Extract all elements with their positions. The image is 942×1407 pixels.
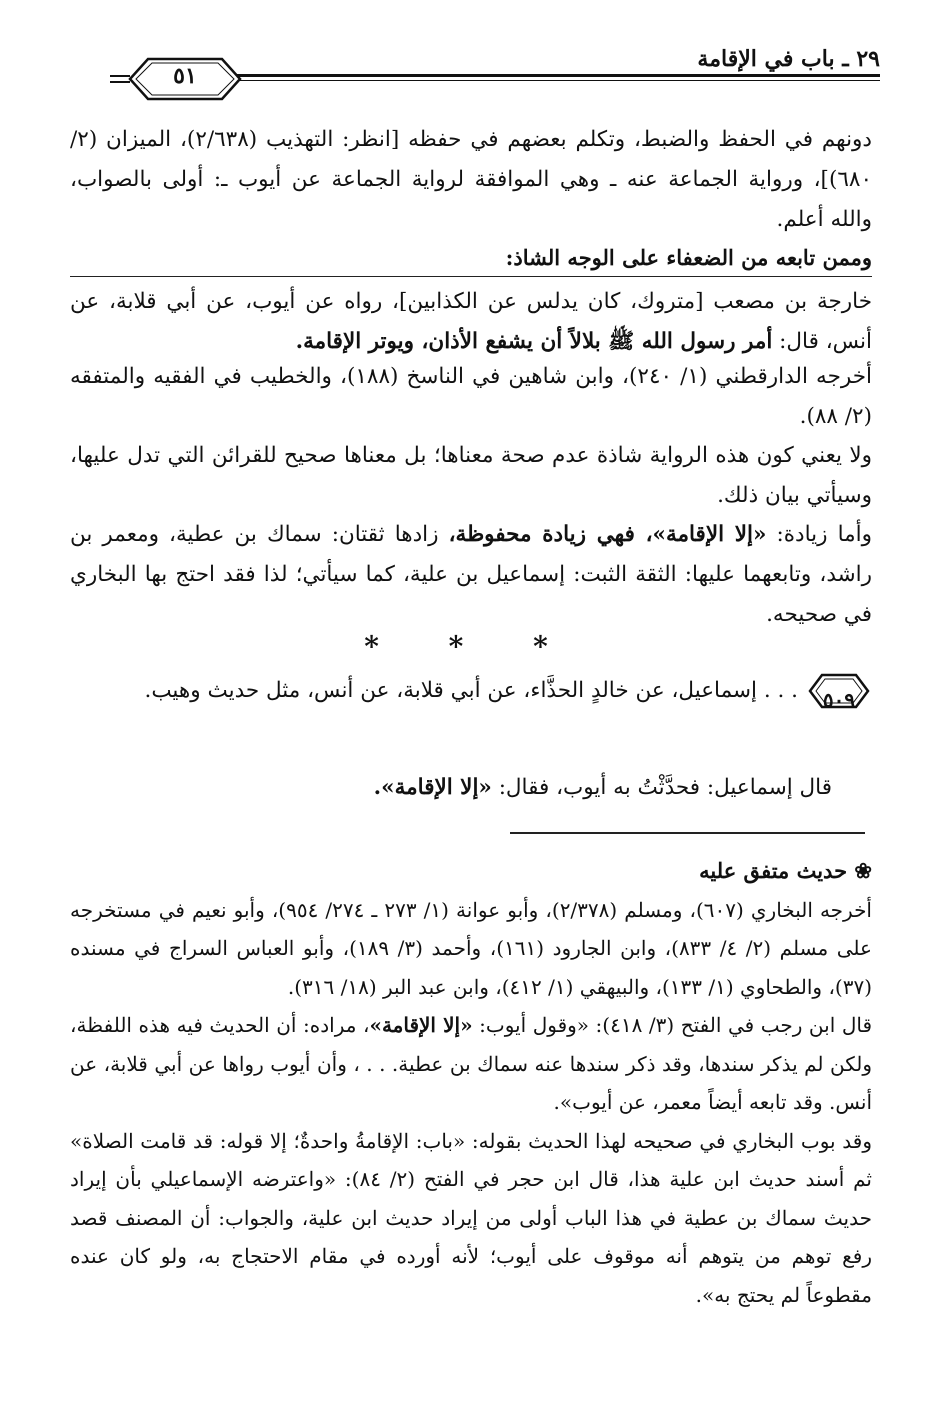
hadith-number-frame (806, 671, 872, 711)
header-rule (198, 74, 880, 81)
flower-icon: ❀ (847, 858, 872, 883)
paragraph-2 (70, 282, 872, 362)
footnote-paragraph: أخرجه البخاري (٦٠٧)، ومسلم (٢/٣٧٨)، وأبو عوانة (١/ ٢٧٣ ـ ٢٧٤/ ٩٥٤)، وأبو نعيم في مستخرجه على مسلم (٢/ ٤/ ٨٣٣)، وابن الجارود (١٦١)، وأحمد (٣/ ١٨٩)، وأبو العباس السراج في مسنده (٣٧)، والطحاوي (١/ ١٣٣)، والبيهقي (١/ ٤١٢)، وابن عبد البر (١٨/ ٣١٦). (70, 897, 872, 999)
paragraph-1 (70, 120, 872, 240)
heading-text: وممن تابعه من الضعفاء على الوجه الشاذ: (505, 245, 872, 270)
page-header (70, 44, 880, 114)
paragraph-text: دونهم في الحفظ والضبط، وتكلم بعضهم في حفظه [انظر: التهذيب (٢/٦٣٨)، الميزان (٢/ ٦٨٠)]، ورواية الجماعة عنه ـ وهي الموافقة لرواية الجماعة عن أيوب ـ: أولى بالصواب، والله أعلم. (70, 127, 873, 232)
section-divider-stars: * * * (364, 630, 578, 663)
footnote-separator (510, 832, 865, 834)
paragraph-5 (70, 515, 872, 635)
footnote-text: قال ابن رجب في الفتح (٣/ ٤١٨): «وقول أيوب: (472, 1013, 872, 1037)
paragraph-text: خارجة بن مصعب [متروك، كان يدلس عن الكذابين]، رواه عن أيوب، عن أبي قلابة، عن أنس، قال: (70, 289, 872, 354)
page-number-frame (110, 49, 260, 109)
hadith-text: . . . إسماعيل، عن خالدٍ الحذَّاء، عن أبي قلابة، عن أنس، مثل حديث وهيب. (144, 678, 798, 703)
paragraph-text: ولا يعني كون هذه الرواية شاذة عدم صحة معناها؛ بل معناها صحيح للقرائن التي تدل عليها، وسيأتي بيان ذلك. (70, 443, 872, 508)
bold-phrase: «إلا الإقامة» (369, 1013, 473, 1037)
hadith-quote (70, 768, 872, 808)
footnotes (70, 852, 872, 1314)
paragraph-text: زادها ثقتان: سماك بن عطية، ومعمر بن راشد، وتابعهما عليها: الثقة الثبت: إسماعيل بن علية، كما سيأتي؛ لذا فقد احتج بها البخاري في صحيحه. (70, 522, 872, 627)
footnote-heading (70, 852, 872, 891)
hadith-number: ٥٠٩ (822, 688, 856, 712)
page-number: ٥١ (173, 63, 197, 89)
section-heading (70, 238, 872, 278)
chapter-title: ٢٩ ـ باب في الإقامة (689, 46, 880, 72)
paragraph-text: وأما زيادة: (766, 522, 873, 547)
footnote-text: ، مراده: أن الحديث فيه هذه اللفظة، ولكن لم يذكر سندها، وقد ذكر سندها عنه سماك بن عطية. . . ، وأن أيوب رواها عن أبي قلابة، عن أنس. وقد تابعه أيضاً معمر، عن أيوب». (70, 1013, 872, 1114)
hadith-entry (70, 668, 872, 714)
paragraph-text: أخرجه الدارقطني (١/ ٢٤٠)، وابن شاهين في الناسخ (١٨٨)، والخطيب في الفقيه والمتفقه (٢/ ٨٨). (70, 364, 872, 429)
bold-phrase: «إلا الإقامة»، فهي زيادة محفوظة، (448, 522, 767, 547)
hadith-matn: أمر رسول الله ﷺ بلالاً أن يشفع الأذان، ويوتر الإقامة. (295, 329, 773, 354)
paragraph-text: قال إسماعيل: فحدَّثْتُ به أيوب، فقال: (491, 775, 832, 800)
footnote-paragraph: وقد بوب البخاري في صحيحه لهذا الحديث بقوله: «باب: الإقامةُ واحدةٌ؛ إلا قوله: قد قامت الصلاة» ثم أسند حديث ابن علية هذا، قال ابن حجر في الفتح (٢/ ٨٤): «واعترضه الإسماعيلي بأن إيراد حديث سماك بن عطية في هذا الباب أولى من إيراد حديث ابن علية، والجواب: أن المصنف قصد رفع توهم من يتوهم أنه موقوف على أيوب؛ لأنه أورده في مقام الاحتجاج به، ولو كان عنده مقطوعاً لم يحتج به». (70, 1128, 873, 1307)
paragraph-4 (70, 436, 872, 516)
heading-text: حديث متفق عليه (699, 858, 848, 883)
paragraph-3 (70, 357, 872, 437)
bold-phrase: «إلا الإقامة». (373, 775, 492, 800)
heading-underline (70, 276, 872, 277)
